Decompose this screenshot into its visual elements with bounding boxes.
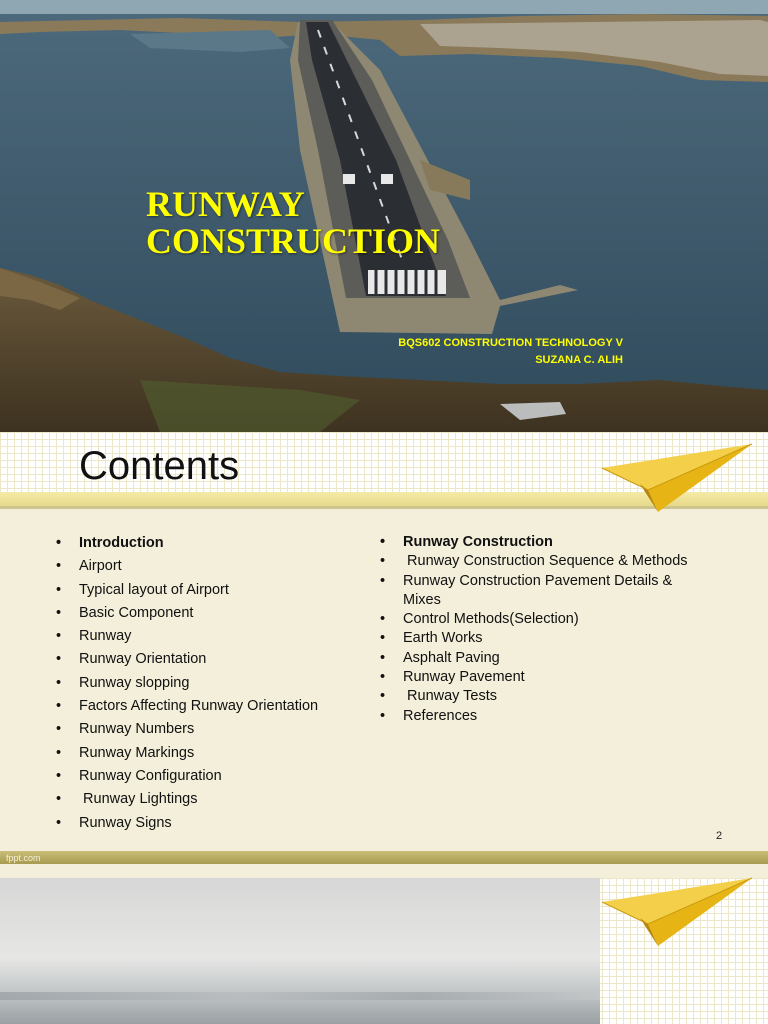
list-item: • Introduction xyxy=(56,533,318,556)
list-item: • Typical layout of Airport xyxy=(56,580,318,603)
list-item: • References xyxy=(380,707,693,726)
foggy-airfield-photo xyxy=(0,878,600,1024)
list-item: • Earth Works xyxy=(380,629,693,648)
slide-subtitle xyxy=(398,335,623,369)
horizon-ridge xyxy=(0,992,600,1000)
footer-bar xyxy=(0,851,768,864)
list-item: • Runway Markings xyxy=(56,743,318,766)
title-line-1: RUNWAY xyxy=(146,184,305,224)
list-item: • Runway Construction Pavement Details & Mixes xyxy=(380,572,693,611)
next-slide-preview xyxy=(0,864,768,1024)
author-name: SUZANA C. ALIH xyxy=(535,354,623,366)
list-item: • Runway Lightings xyxy=(56,789,318,812)
list-item: • Runway Orientation xyxy=(56,649,318,672)
list-item: • Factors Affecting Runway Orientation xyxy=(56,696,318,719)
list-item: • Airport xyxy=(56,556,318,579)
list-item: • Runway Construction xyxy=(380,533,693,552)
list-item: • Runway xyxy=(56,626,318,649)
list-item: • Asphalt Paving xyxy=(380,649,693,668)
list-item: • Runway Construction Sequence & Methods xyxy=(380,552,693,571)
contents-list-left xyxy=(56,533,318,836)
slide-title xyxy=(146,186,440,260)
list-item: • Runway Configuration xyxy=(56,766,318,789)
contents-slide xyxy=(0,432,768,864)
list-item: • Runway Signs xyxy=(56,813,318,836)
title-line-2: CONSTRUCTION xyxy=(146,221,441,261)
list-item: • Runway Numbers xyxy=(56,719,318,742)
course-code: BQS602 CONSTRUCTION TECHNOLOGY V xyxy=(398,337,623,349)
paper-plane-icon xyxy=(600,440,760,520)
title-slide xyxy=(0,0,768,432)
contents-list-right xyxy=(380,533,693,726)
page-number: 2 xyxy=(716,830,723,842)
list-item: • Runway Tests xyxy=(380,687,693,706)
footer-watermark: fppt.com xyxy=(6,853,41,863)
list-item: • Runway Pavement xyxy=(380,668,693,687)
list-item: • Control Methods(Selection) xyxy=(380,610,693,629)
paper-plane-icon xyxy=(600,874,760,954)
contents-heading: Contents xyxy=(79,444,240,488)
list-item: • Basic Component xyxy=(56,603,318,626)
list-item: • Runway slopping xyxy=(56,673,318,696)
